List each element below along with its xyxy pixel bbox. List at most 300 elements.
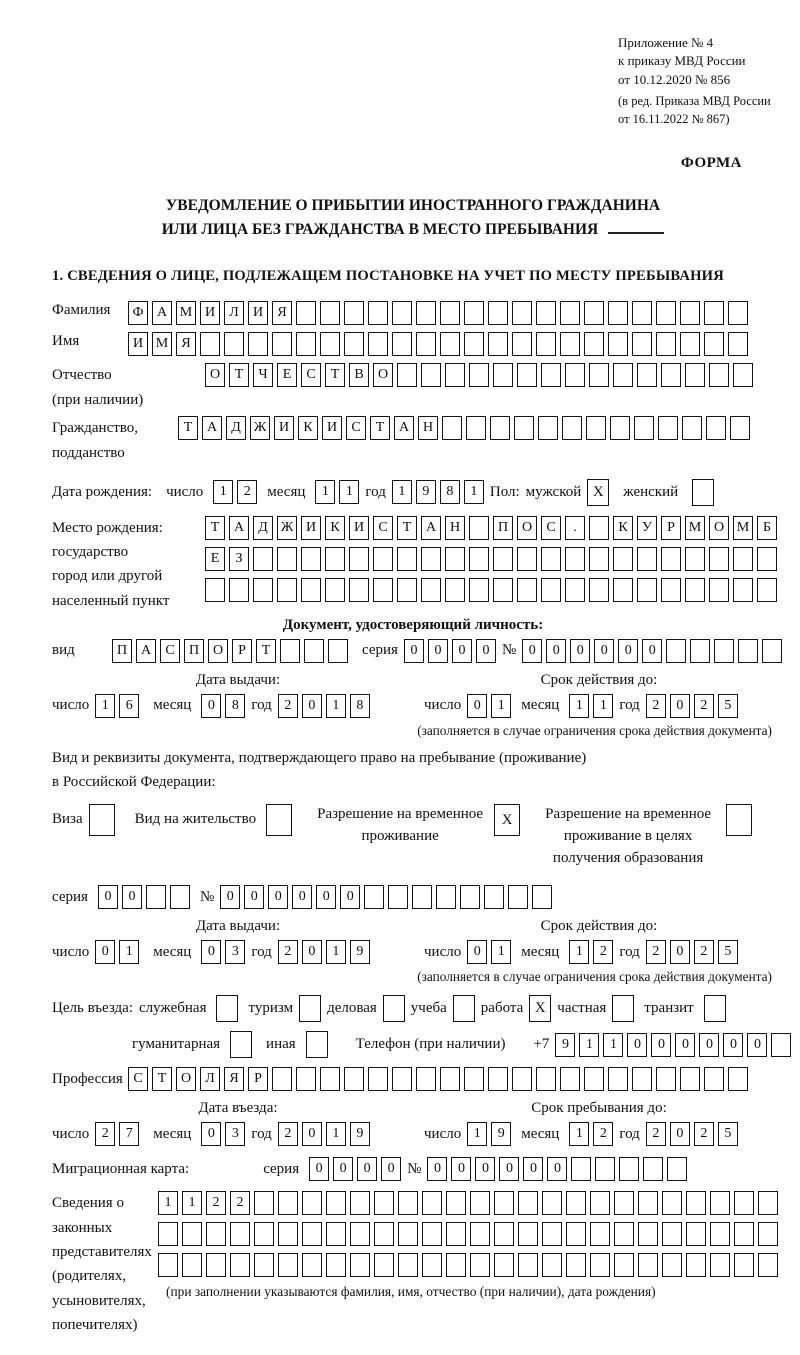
char-cell[interactable]: А (421, 516, 441, 540)
doc-number-input[interactable] (522, 639, 782, 663)
char-cell[interactable]: Т (152, 1067, 172, 1091)
char-cell[interactable]: 2 (278, 940, 298, 964)
char-cell[interactable] (398, 1191, 418, 1215)
char-cell[interactable] (562, 416, 582, 440)
char-cell[interactable] (421, 363, 441, 387)
char-cell[interactable]: 0 (723, 1033, 743, 1057)
char-cell[interactable] (560, 332, 580, 356)
char-cell[interactable]: 0 (699, 1033, 719, 1057)
char-cell[interactable] (667, 1157, 687, 1181)
char-cell[interactable] (326, 1191, 346, 1215)
mc-series-input[interactable] (309, 1157, 401, 1181)
char-cell[interactable] (488, 332, 508, 356)
purpose-official-checkbox[interactable] (216, 995, 238, 1022)
char-cell[interactable] (493, 363, 513, 387)
char-cell[interactable] (442, 416, 462, 440)
char-cell[interactable] (704, 332, 724, 356)
char-cell[interactable] (368, 332, 388, 356)
char-cell[interactable] (730, 416, 750, 440)
char-cell[interactable] (488, 1067, 508, 1091)
char-cell[interactable] (344, 301, 364, 325)
char-cell[interactable]: 1 (603, 1033, 623, 1057)
char-cell[interactable] (608, 332, 628, 356)
char-cell[interactable]: 2 (694, 940, 714, 964)
char-cell[interactable]: О (208, 639, 228, 663)
char-cell[interactable] (230, 1253, 250, 1277)
char-cell[interactable]: 0 (570, 639, 590, 663)
char-cell[interactable]: 0 (302, 940, 322, 964)
char-cell[interactable]: 0 (309, 1157, 329, 1181)
purpose-transit-checkbox[interactable] (704, 995, 726, 1022)
char-cell[interactable]: 2 (278, 1122, 298, 1146)
char-cell[interactable] (632, 1067, 652, 1091)
char-cell[interactable] (638, 1191, 658, 1215)
char-cell[interactable] (613, 363, 633, 387)
char-cell[interactable] (656, 332, 676, 356)
char-cell[interactable] (325, 547, 345, 571)
purpose-tourism-checkbox[interactable] (299, 995, 321, 1022)
char-cell[interactable]: 0 (499, 1157, 519, 1181)
patronymic-input[interactable] (205, 363, 753, 387)
char-cell[interactable]: Я (272, 301, 292, 325)
char-cell[interactable]: 1 (569, 1122, 589, 1146)
char-cell[interactable] (758, 1222, 778, 1246)
char-cell[interactable] (493, 547, 513, 571)
char-cell[interactable] (440, 332, 460, 356)
char-cell[interactable]: 0 (244, 885, 264, 909)
char-cell[interactable]: 1 (315, 480, 335, 504)
char-cell[interactable]: А (152, 301, 172, 325)
char-cell[interactable]: 1 (491, 694, 511, 718)
birth-day-input[interactable] (213, 480, 257, 504)
char-cell[interactable] (320, 1067, 340, 1091)
doc-issue-month[interactable] (201, 694, 245, 718)
rvp-series-input[interactable] (98, 885, 190, 909)
char-cell[interactable] (349, 578, 369, 602)
char-cell[interactable] (682, 416, 702, 440)
char-cell[interactable] (512, 1067, 532, 1091)
entry-year[interactable] (278, 1122, 370, 1146)
char-cell[interactable]: Я (176, 332, 196, 356)
char-cell[interactable] (728, 301, 748, 325)
birth-month-input[interactable] (315, 480, 359, 504)
char-cell[interactable] (565, 578, 585, 602)
char-cell[interactable]: 9 (491, 1122, 511, 1146)
char-cell[interactable]: 0 (95, 940, 115, 964)
char-cell[interactable]: С (373, 516, 393, 540)
char-cell[interactable] (278, 1253, 298, 1277)
char-cell[interactable]: 9 (416, 480, 436, 504)
char-cell[interactable] (685, 578, 705, 602)
char-cell[interactable] (571, 1157, 591, 1181)
temp-residence-checkbox[interactable]: X (494, 804, 520, 836)
char-cell[interactable] (206, 1222, 226, 1246)
char-cell[interactable] (541, 547, 561, 571)
char-cell[interactable]: 0 (302, 1122, 322, 1146)
char-cell[interactable] (374, 1191, 394, 1215)
char-cell[interactable]: 2 (206, 1191, 226, 1215)
char-cell[interactable] (248, 332, 268, 356)
char-cell[interactable]: Ф (128, 301, 148, 325)
char-cell[interactable] (349, 547, 369, 571)
char-cell[interactable]: Ж (250, 416, 270, 440)
char-cell[interactable] (709, 363, 729, 387)
char-cell[interactable] (680, 332, 700, 356)
char-cell[interactable] (374, 1253, 394, 1277)
char-cell[interactable] (364, 885, 384, 909)
char-cell[interactable] (632, 301, 652, 325)
legal-reps-row-2[interactable] (158, 1222, 778, 1246)
char-cell[interactable]: 8 (350, 694, 370, 718)
char-cell[interactable] (328, 639, 348, 663)
char-cell[interactable] (280, 639, 300, 663)
char-cell[interactable] (469, 516, 489, 540)
char-cell[interactable] (277, 547, 297, 571)
char-cell[interactable] (344, 1067, 364, 1091)
entry-day[interactable] (95, 1122, 139, 1146)
rvp-expiry-month[interactable] (569, 940, 613, 964)
char-cell[interactable] (368, 301, 388, 325)
char-cell[interactable] (734, 1253, 754, 1277)
male-checkbox[interactable]: X (587, 479, 609, 506)
char-cell[interactable]: 0 (651, 1033, 671, 1057)
char-cell[interactable] (704, 1067, 724, 1091)
char-cell[interactable] (514, 416, 534, 440)
char-cell[interactable] (350, 1253, 370, 1277)
char-cell[interactable] (392, 332, 412, 356)
char-cell[interactable]: П (112, 639, 132, 663)
char-cell[interactable]: М (733, 516, 753, 540)
char-cell[interactable]: 0 (452, 639, 472, 663)
char-cell[interactable] (182, 1222, 202, 1246)
char-cell[interactable]: 0 (316, 885, 336, 909)
doc-series-input[interactable] (404, 639, 496, 663)
char-cell[interactable] (397, 547, 417, 571)
char-cell[interactable] (518, 1191, 538, 1215)
char-cell[interactable] (728, 1067, 748, 1091)
char-cell[interactable]: 0 (627, 1033, 647, 1057)
birth-year-input[interactable] (392, 480, 484, 504)
char-cell[interactable]: 0 (670, 1122, 690, 1146)
purpose-study-checkbox[interactable] (453, 995, 475, 1022)
char-cell[interactable] (374, 1222, 394, 1246)
char-cell[interactable] (560, 1067, 580, 1091)
char-cell[interactable] (440, 1067, 460, 1091)
purpose-business-checkbox[interactable] (383, 995, 405, 1022)
rvp-number-input[interactable] (220, 885, 552, 909)
char-cell[interactable] (662, 1222, 682, 1246)
char-cell[interactable] (508, 885, 528, 909)
citizenship-input[interactable] (178, 416, 750, 440)
char-cell[interactable] (589, 516, 609, 540)
char-cell[interactable] (584, 1067, 604, 1091)
purpose-work-checkbox[interactable]: X (529, 995, 551, 1022)
char-cell[interactable] (614, 1191, 634, 1215)
char-cell[interactable]: 0 (220, 885, 240, 909)
char-cell[interactable] (610, 416, 630, 440)
char-cell[interactable] (464, 1067, 484, 1091)
char-cell[interactable] (619, 1157, 639, 1181)
char-cell[interactable]: Ж (277, 516, 297, 540)
char-cell[interactable]: Ч (253, 363, 273, 387)
char-cell[interactable]: 2 (230, 1191, 250, 1215)
char-cell[interactable]: 1 (339, 480, 359, 504)
char-cell[interactable]: 0 (522, 639, 542, 663)
char-cell[interactable] (146, 885, 166, 909)
char-cell[interactable] (517, 547, 537, 571)
char-cell[interactable]: 1 (392, 480, 412, 504)
char-cell[interactable] (460, 885, 480, 909)
birth-place-row-2[interactable] (205, 547, 777, 571)
char-cell[interactable]: 0 (618, 639, 638, 663)
char-cell[interactable]: О (176, 1067, 196, 1091)
char-cell[interactable] (440, 301, 460, 325)
char-cell[interactable] (229, 578, 249, 602)
char-cell[interactable]: 1 (326, 940, 346, 964)
char-cell[interactable] (494, 1191, 514, 1215)
char-cell[interactable]: 2 (694, 1122, 714, 1146)
char-cell[interactable]: 1 (569, 940, 589, 964)
char-cell[interactable] (656, 1067, 676, 1091)
char-cell[interactable]: 0 (201, 1122, 221, 1146)
doc-issue-year[interactable] (278, 694, 370, 718)
char-cell[interactable] (560, 301, 580, 325)
rvp-issue-day[interactable] (95, 940, 139, 964)
char-cell[interactable] (758, 1191, 778, 1215)
char-cell[interactable] (706, 416, 726, 440)
char-cell[interactable] (494, 1222, 514, 1246)
char-cell[interactable] (224, 332, 244, 356)
given-name-input[interactable] (128, 332, 748, 356)
char-cell[interactable] (637, 363, 657, 387)
char-cell[interactable]: О (373, 363, 393, 387)
char-cell[interactable] (658, 416, 678, 440)
stay-day[interactable] (467, 1122, 511, 1146)
char-cell[interactable]: П (493, 516, 513, 540)
char-cell[interactable] (614, 1222, 634, 1246)
char-cell[interactable] (542, 1253, 562, 1277)
rvp-expiry-day[interactable] (467, 940, 511, 964)
char-cell[interactable]: Р (661, 516, 681, 540)
char-cell[interactable]: Л (200, 1067, 220, 1091)
char-cell[interactable] (470, 1191, 490, 1215)
char-cell[interactable] (536, 332, 556, 356)
char-cell[interactable]: 0 (670, 940, 690, 964)
char-cell[interactable]: 2 (95, 1122, 115, 1146)
char-cell[interactable] (421, 547, 441, 571)
char-cell[interactable]: 2 (593, 1122, 613, 1146)
char-cell[interactable] (397, 363, 417, 387)
char-cell[interactable] (590, 1222, 610, 1246)
profession-input[interactable] (128, 1067, 748, 1091)
char-cell[interactable] (205, 578, 225, 602)
char-cell[interactable]: О (517, 516, 537, 540)
char-cell[interactable] (301, 578, 321, 602)
char-cell[interactable]: 0 (201, 694, 221, 718)
purpose-humanitarian-checkbox[interactable] (230, 1031, 252, 1058)
char-cell[interactable] (709, 547, 729, 571)
char-cell[interactable]: М (152, 332, 172, 356)
char-cell[interactable]: И (301, 516, 321, 540)
char-cell[interactable] (493, 578, 513, 602)
char-cell[interactable] (757, 547, 777, 571)
char-cell[interactable]: А (394, 416, 414, 440)
char-cell[interactable]: К (325, 516, 345, 540)
char-cell[interactable] (350, 1191, 370, 1215)
char-cell[interactable]: 0 (675, 1033, 695, 1057)
char-cell[interactable] (661, 547, 681, 571)
char-cell[interactable]: 0 (340, 885, 360, 909)
char-cell[interactable]: Д (226, 416, 246, 440)
char-cell[interactable]: 2 (646, 694, 666, 718)
char-cell[interactable] (762, 639, 782, 663)
char-cell[interactable]: Т (397, 516, 417, 540)
char-cell[interactable] (301, 547, 321, 571)
char-cell[interactable] (397, 578, 417, 602)
char-cell[interactable] (590, 1191, 610, 1215)
char-cell[interactable] (608, 301, 628, 325)
char-cell[interactable] (230, 1222, 250, 1246)
char-cell[interactable]: 0 (467, 694, 487, 718)
char-cell[interactable] (470, 1222, 490, 1246)
char-cell[interactable] (536, 1067, 556, 1091)
char-cell[interactable]: Т (205, 516, 225, 540)
char-cell[interactable] (490, 416, 510, 440)
char-cell[interactable] (422, 1191, 442, 1215)
char-cell[interactable] (637, 547, 657, 571)
char-cell[interactable] (206, 1253, 226, 1277)
char-cell[interactable]: С (128, 1067, 148, 1091)
char-cell[interactable] (733, 578, 753, 602)
char-cell[interactable]: Т (325, 363, 345, 387)
char-cell[interactable] (586, 416, 606, 440)
female-checkbox[interactable] (692, 479, 714, 506)
char-cell[interactable]: 1 (158, 1191, 178, 1215)
char-cell[interactable] (296, 332, 316, 356)
char-cell[interactable]: 8 (440, 480, 460, 504)
purpose-private-checkbox[interactable] (612, 995, 634, 1022)
char-cell[interactable]: 0 (546, 639, 566, 663)
char-cell[interactable]: 0 (594, 639, 614, 663)
visa-checkbox[interactable] (89, 804, 115, 836)
stay-year[interactable] (646, 1122, 738, 1146)
char-cell[interactable] (661, 578, 681, 602)
char-cell[interactable] (566, 1222, 586, 1246)
char-cell[interactable]: Я (224, 1067, 244, 1091)
char-cell[interactable]: Б (757, 516, 777, 540)
char-cell[interactable]: 0 (642, 639, 662, 663)
char-cell[interactable] (643, 1157, 663, 1181)
char-cell[interactable] (350, 1222, 370, 1246)
char-cell[interactable] (320, 332, 340, 356)
char-cell[interactable] (296, 1067, 316, 1091)
rvp-issue-month[interactable] (201, 940, 245, 964)
char-cell[interactable] (392, 1067, 412, 1091)
char-cell[interactable] (398, 1222, 418, 1246)
char-cell[interactable] (541, 578, 561, 602)
char-cell[interactable] (734, 1191, 754, 1215)
char-cell[interactable]: И (248, 301, 268, 325)
char-cell[interactable] (254, 1222, 274, 1246)
char-cell[interactable]: А (229, 516, 249, 540)
char-cell[interactable]: С (541, 516, 561, 540)
char-cell[interactable] (728, 332, 748, 356)
char-cell[interactable] (253, 547, 273, 571)
char-cell[interactable] (518, 1253, 538, 1277)
doc-expiry-day[interactable] (467, 694, 511, 718)
char-cell[interactable] (589, 547, 609, 571)
char-cell[interactable] (566, 1191, 586, 1215)
char-cell[interactable] (517, 578, 537, 602)
char-cell[interactable] (272, 1067, 292, 1091)
char-cell[interactable] (373, 547, 393, 571)
char-cell[interactable]: С (346, 416, 366, 440)
char-cell[interactable] (613, 578, 633, 602)
char-cell[interactable]: О (205, 363, 225, 387)
char-cell[interactable]: 0 (476, 639, 496, 663)
char-cell[interactable]: И (200, 301, 220, 325)
char-cell[interactable] (542, 1191, 562, 1215)
char-cell[interactable]: 6 (119, 694, 139, 718)
char-cell[interactable] (392, 301, 412, 325)
char-cell[interactable]: 5 (718, 940, 738, 964)
char-cell[interactable] (296, 301, 316, 325)
char-cell[interactable]: 2 (593, 940, 613, 964)
char-cell[interactable]: 0 (451, 1157, 471, 1181)
char-cell[interactable] (464, 332, 484, 356)
char-cell[interactable] (470, 1253, 490, 1277)
char-cell[interactable]: 9 (350, 940, 370, 964)
char-cell[interactable]: 0 (122, 885, 142, 909)
char-cell[interactable] (416, 332, 436, 356)
char-cell[interactable] (704, 301, 724, 325)
char-cell[interactable] (584, 332, 604, 356)
char-cell[interactable]: 9 (350, 1122, 370, 1146)
char-cell[interactable] (738, 639, 758, 663)
char-cell[interactable] (632, 332, 652, 356)
char-cell[interactable]: О (709, 516, 729, 540)
char-cell[interactable] (538, 416, 558, 440)
char-cell[interactable] (638, 1222, 658, 1246)
char-cell[interactable] (709, 578, 729, 602)
char-cell[interactable] (565, 547, 585, 571)
char-cell[interactable] (733, 547, 753, 571)
char-cell[interactable] (566, 1253, 586, 1277)
char-cell[interactable]: 1 (119, 940, 139, 964)
char-cell[interactable] (344, 332, 364, 356)
char-cell[interactable] (304, 639, 324, 663)
char-cell[interactable] (710, 1253, 730, 1277)
char-cell[interactable]: 1 (326, 1122, 346, 1146)
char-cell[interactable]: Р (248, 1067, 268, 1091)
char-cell[interactable]: 3 (225, 1122, 245, 1146)
char-cell[interactable]: М (685, 516, 705, 540)
char-cell[interactable] (302, 1253, 322, 1277)
char-cell[interactable] (469, 547, 489, 571)
char-cell[interactable] (446, 1253, 466, 1277)
char-cell[interactable] (680, 301, 700, 325)
char-cell[interactable]: 0 (747, 1033, 767, 1057)
char-cell[interactable]: 0 (427, 1157, 447, 1181)
char-cell[interactable]: 0 (98, 885, 118, 909)
char-cell[interactable] (278, 1191, 298, 1215)
char-cell[interactable] (634, 416, 654, 440)
char-cell[interactable]: П (184, 639, 204, 663)
char-cell[interactable]: М (176, 301, 196, 325)
char-cell[interactable] (710, 1222, 730, 1246)
char-cell[interactable] (758, 1253, 778, 1277)
char-cell[interactable]: И (274, 416, 294, 440)
